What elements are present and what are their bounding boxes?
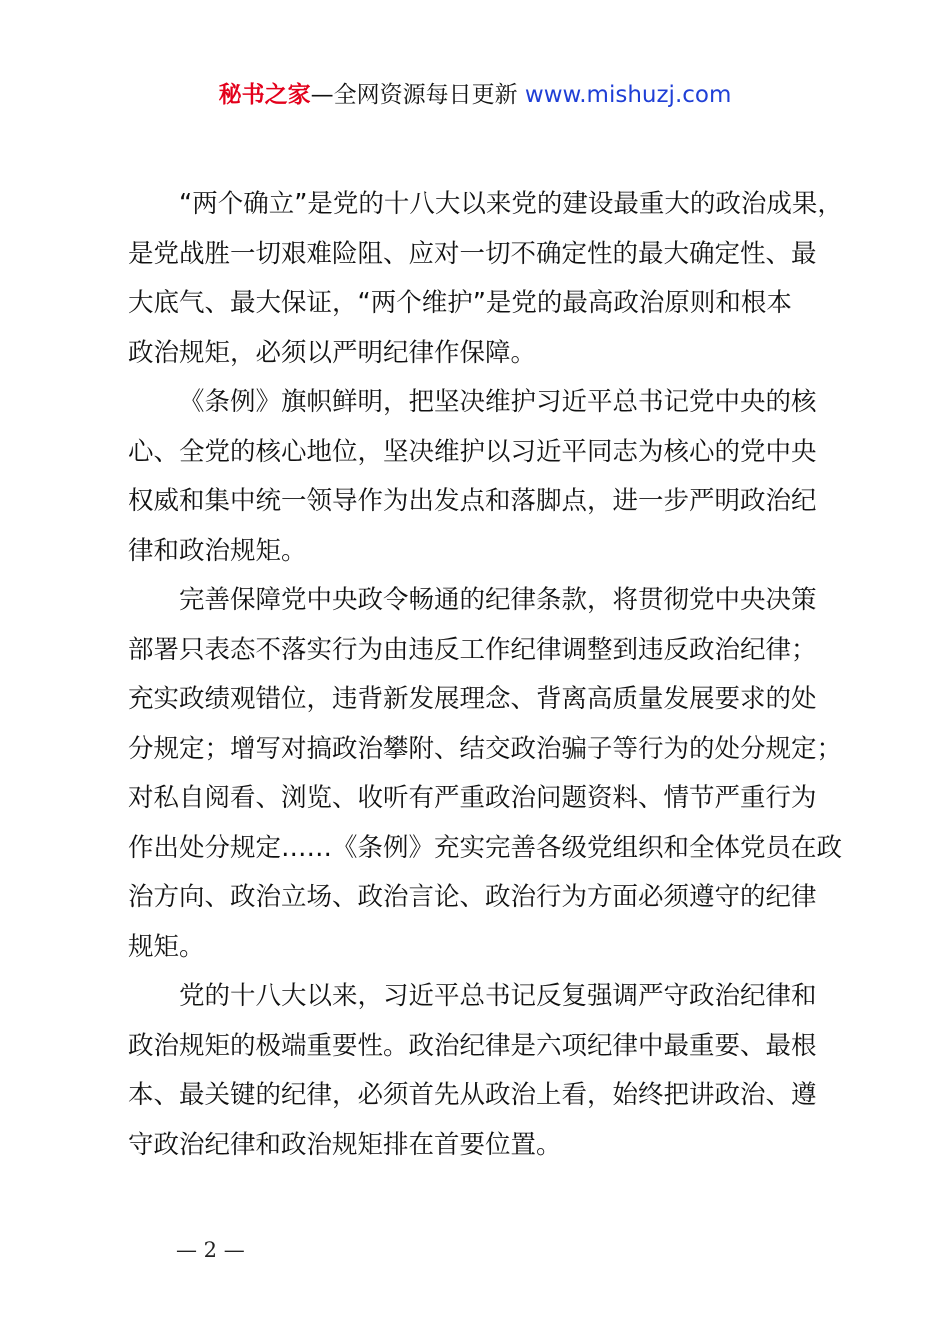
text-line: 作出处分规定……《条例》充实完善各级党组织和全体党员在政	[128, 832, 843, 863]
page-number: — 2 —	[176, 1238, 245, 1262]
text-line: 大底气、最大保证，“两个维护”是党的最高政治原则和根本	[128, 288, 792, 318]
text-line: 规矩。	[128, 931, 205, 962]
site-url-link[interactable]: www.mishuzj.com	[524, 82, 732, 108]
paragraph-1	[128, 180, 843, 378]
text-line: “两个确立”是党的十八大以来党的建设最重大的政治成果，	[179, 189, 843, 219]
text-line: 权威和集中统一领导作为出发点和落脚点，进一步严明政治纪	[128, 486, 817, 516]
paragraph-3	[128, 576, 843, 972]
text-line: 政治规矩的极端重要性。政治纪律是六项纪律中最重要、最根	[128, 1030, 817, 1061]
brand-name: 秘书之家	[218, 82, 311, 108]
text-line: 完善保障党中央政令畅通的纪律条款，将贯彻党中央决策	[179, 585, 817, 615]
text-line: 分规定；增写对搞政治攀附、结交政治骗子等行为的处分规定；	[128, 733, 843, 764]
text-line: 是党战胜一切艰难险阻、应对一切不确定性的最大确定性、最	[128, 238, 817, 269]
paragraph-2	[128, 378, 834, 576]
document-body	[128, 180, 843, 1170]
header-tagline: —全网资源每日更新	[310, 82, 525, 108]
site-header	[0, 78, 950, 112]
text-line: 对私自阅看、浏览、收听有严重政治问题资料、情节严重行为	[128, 783, 817, 813]
text-line: 治方向、政治立场、政治言论、政治行为方面必须遵守的纪律	[128, 882, 817, 912]
text-line: 心、全党的核心地位，坚决维护以习近平同志为核心的党中央	[128, 436, 817, 467]
text-line: 充实政绩观错位，违背新发展理念、背离高质量发展要求的处	[128, 684, 817, 714]
paragraph-4	[128, 972, 834, 1170]
text-line: 《条例》旗帜鲜明，把坚决维护习近平总书记党中央的核	[179, 387, 817, 417]
text-line: 守政治纪律和政治规矩排在首要位置。	[128, 1129, 562, 1160]
text-line: 律和政治规矩。	[128, 535, 307, 566]
text-line: 部署只表态不落实行为由违反工作纪律调整到违反政治纪律；	[128, 634, 817, 665]
text-line: 本、最关键的纪律，必须首先从政治上看，始终把讲政治、遵	[128, 1080, 817, 1110]
text-line: 党的十八大以来，习近平总书记反复强调严守政治纪律和	[179, 981, 817, 1011]
text-line: 政治规矩，必须以严明纪律作保障。	[128, 337, 537, 368]
